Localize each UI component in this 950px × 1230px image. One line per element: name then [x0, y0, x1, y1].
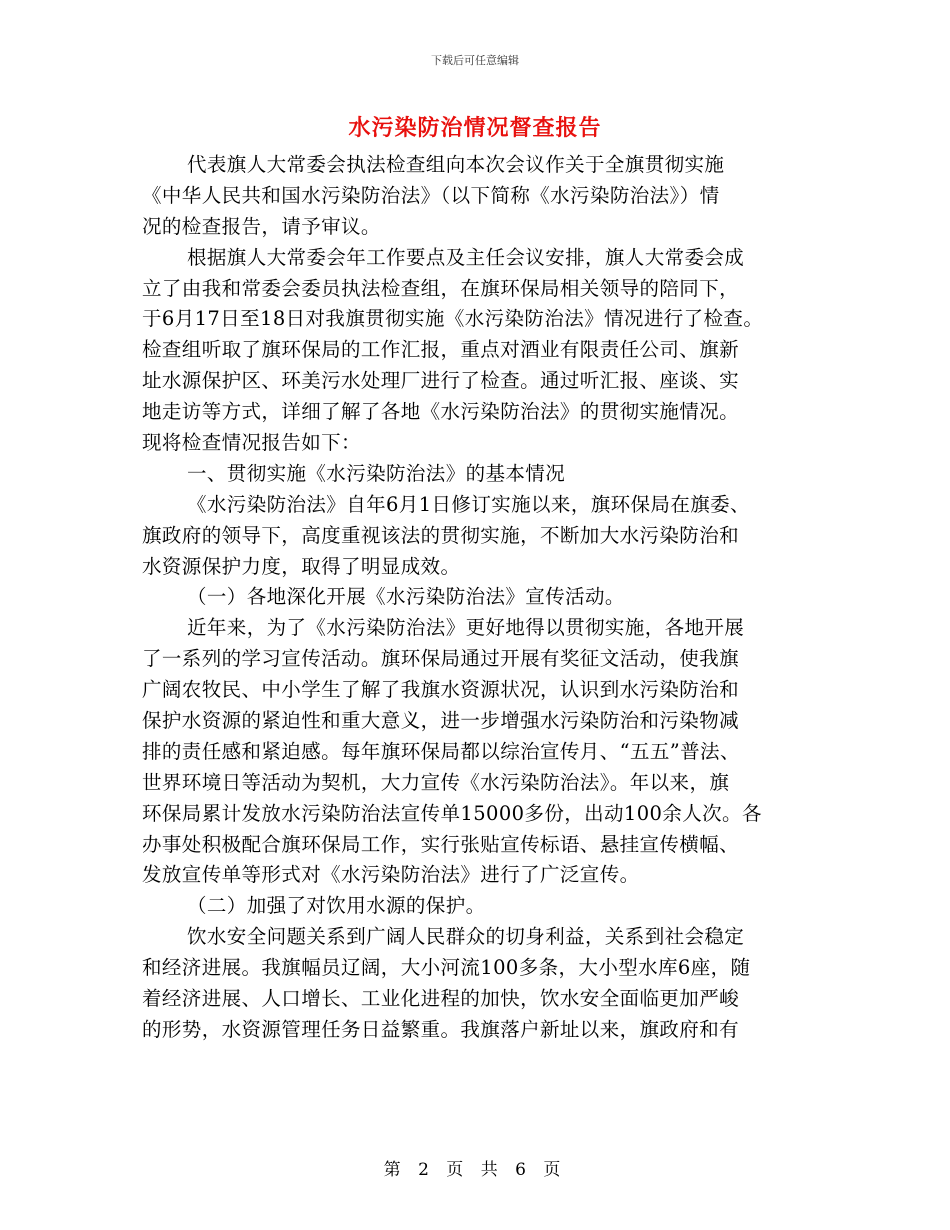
- body-line: 旗政府的领导下，高度重视该法的贯彻实施，不断加大水污染防治和: [142, 523, 740, 547]
- body-line: 《中华人民共和国水污染防治法》（以下简称《水污染防治法》）情: [142, 183, 720, 207]
- body-line: 一、贯彻实施《水污染防治法》的基本情况: [187, 461, 566, 485]
- body-line: 排的责任感和紧迫感。每年旗环保局都以综治宣传月、“五五”普法、: [142, 739, 740, 763]
- body-line: 于6月17日至18日对我旗贯彻实施《水污染防治法》情况进行了检查。: [142, 307, 764, 331]
- body-line: 根据旗人大常委会年工作要点及主任会议安排，旗人大常委会成: [187, 245, 745, 269]
- body-line: 地走访等方式，详细了解了各地《水污染防治法》的贯彻实施情况。: [142, 400, 740, 424]
- body-line: 址水源保护区、环美污水处理厂进行了检查。通过听汇报、座谈、实: [142, 369, 740, 393]
- document-title: 水污染防治情况督查报告: [348, 116, 602, 141]
- body-line: 保护水资源的紧迫性和重大意义，进一步增强水污染防治和污染物减: [142, 709, 740, 733]
- body-line: 办事处积极配合旗环保局工作，实行张贴宣传标语、悬挂宣传横幅、: [142, 832, 740, 856]
- body-line: 的形势，水资源管理任务日益繁重。我旗落户新址以来，旗政府和有: [142, 1017, 740, 1041]
- body-line: 水资源保护力度，取得了明显成效。: [142, 554, 461, 578]
- body-line: 近年来，为了《水污染防治法》更好地得以贯彻实施，各地开展: [187, 616, 745, 640]
- body-line: 检查组听取了旗环保局的工作汇报，重点对酒业有限责任公司、旗新: [142, 338, 740, 362]
- body-line: 现将检查情况报告如下：: [142, 431, 361, 455]
- body-line: 了一系列的学习宣传活动。旗环保局通过开展有奖征文活动，使我旗: [142, 647, 740, 671]
- body-line: 况的检查报告，请予审议。: [142, 214, 381, 238]
- body-line: 代表旗人大常委会执法检查组向本次会议作关于全旗贯彻实施: [187, 153, 725, 176]
- body-line: （二）加强了对饮用水源的保护。: [187, 894, 486, 918]
- body-line: 世界环境日等活动为契机，大力宣传《水污染防治法》。年以来，旗: [142, 770, 730, 794]
- body-line: 和经济进展。我旗幅员辽阔，大小河流100多条，大小型水库6座，随: [142, 956, 751, 980]
- body-line: 广阔农牧民、中小学生了解了我旗水资源状况，认识到水污染防治和: [142, 678, 740, 702]
- body-line: 《水污染防治法》自年6月1日修订实施以来，旗环保局在旗委、: [187, 492, 750, 516]
- body-line: 环保局累计发放水污染防治法宣传单15000多份，出动100余人次。各: [142, 801, 762, 825]
- body-line: 立了由我和常委会委员执法检查组，在旗环保局相关领导的陪同下，: [142, 276, 740, 300]
- page-header: 下载后可任意编辑: [431, 54, 519, 67]
- body-line: 着经济进展、人口增长、工业化进程的加快，饮水安全面临更加严峻: [142, 987, 740, 1011]
- body-line: （一）各地深化开展《水污染防治法》宣传活动。: [187, 585, 625, 609]
- body-line: 发放宣传单等形式对《水污染防治法》进行了广泛宣传。: [142, 863, 640, 887]
- body-line: 饮水安全问题关系到广阔人民群众的切身利益，关系到社会稳定: [187, 925, 745, 949]
- page-footer: 第 2 页 共 6 页: [383, 1160, 567, 1180]
- document-body: [142, 150, 814, 1046]
